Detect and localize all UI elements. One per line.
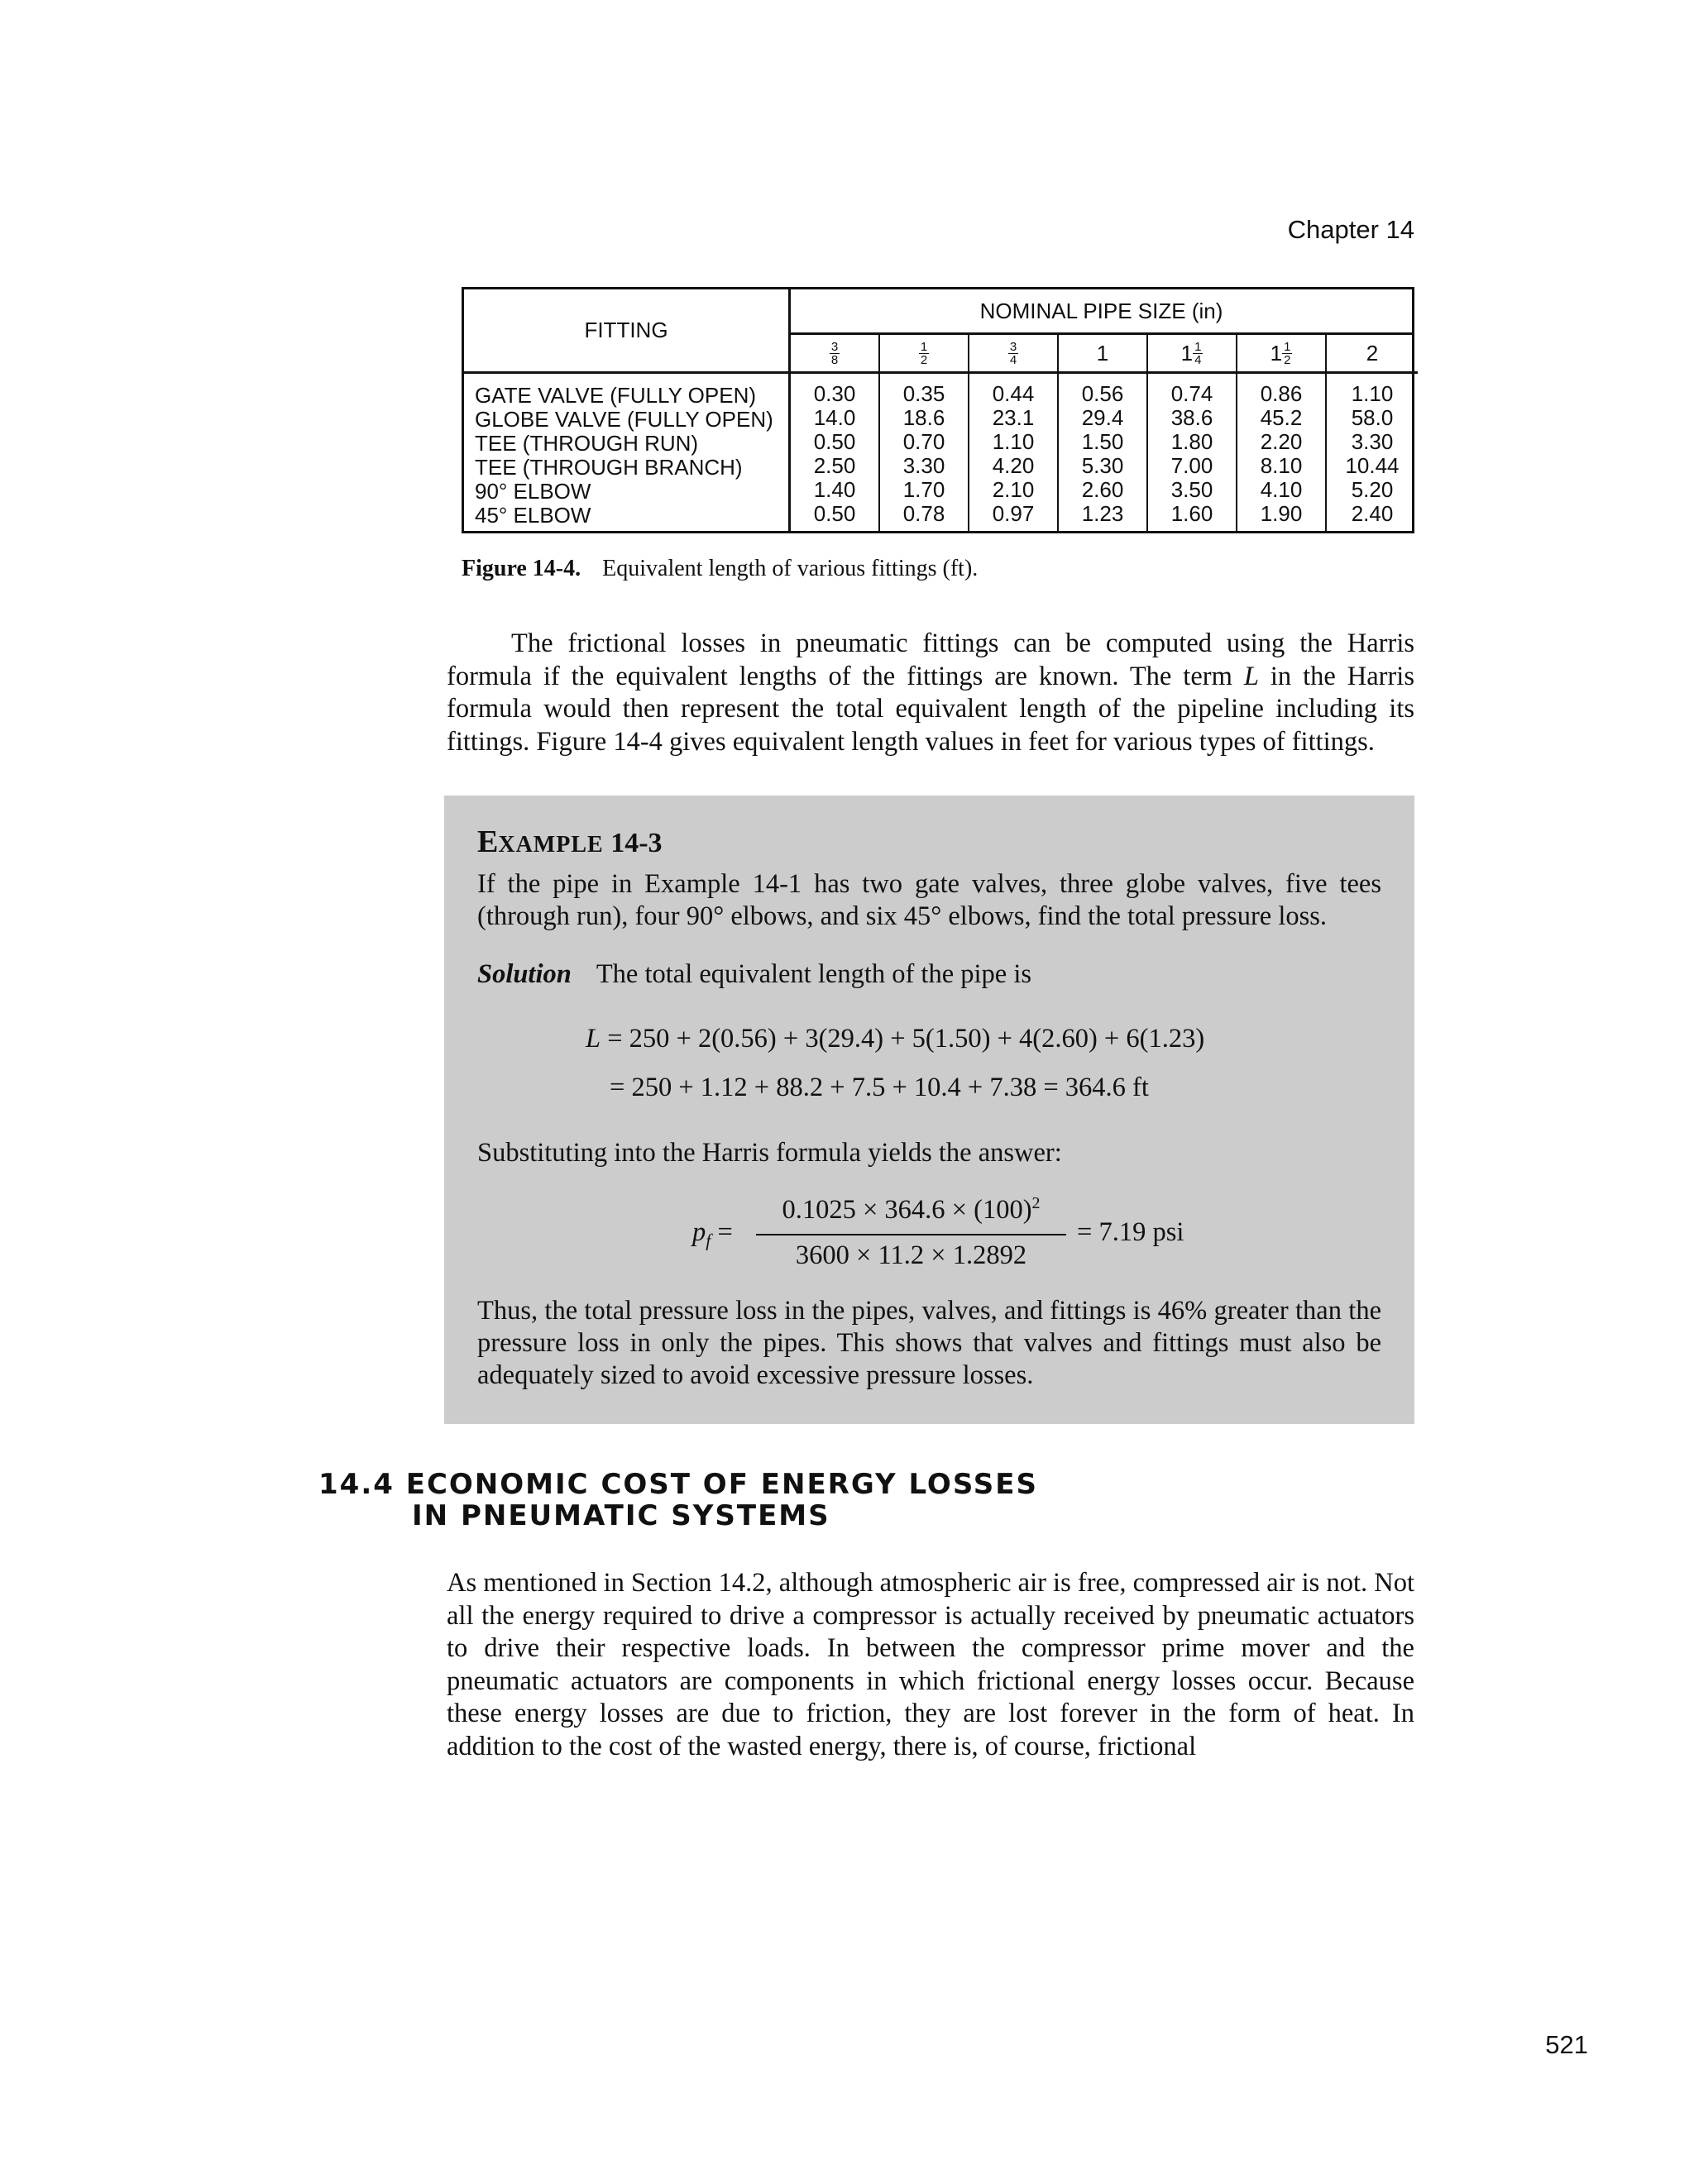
size-whole: 2 [1366,340,1379,366]
table-cell: 14.0 [813,405,856,430]
intro-text-part2: in the Harris formula would then represent the total equivalent length of the pipeline including its fittings. Figure 14-4 gives equivalent length values in feet for various types of fittings. [447,661,1414,757]
table-cell: 1.90 [1260,501,1303,526]
table-cell: 23.1 [992,405,1035,430]
table-cell: 0.44 [992,381,1035,406]
fraction-bar [756,1234,1066,1235]
section-heading [318,1469,1038,1532]
fraction-numerator: 3 [830,339,839,354]
size-column [969,335,1059,531]
figure-caption [462,556,978,582]
equation-2: = 250 + 1.12 + 88.2 + 7.5 + 10.4 + 7.38 = 364.6 ft [610,1073,1149,1102]
figure-caption-text: Equivalent length of various fittings (ft). [602,556,979,581]
table-cell: 1.80 [1170,429,1213,454]
size-whole: 1 [1180,340,1194,366]
table-cell: 45.2 [1260,405,1303,430]
example-conclusion: Thus, the total pressure loss in the pipes, valves, and fittings is 46% greater than the pressure loss in only the pipes. This shows that valves and fittings must also be adequately sized to avoid excessive pressure losses. [477,1296,1381,1390]
table-cell: 1.10 [1351,381,1394,406]
table-cell: 0.30 [813,381,856,406]
table-cell: 0.56 [1081,381,1124,406]
formula-variable-p: p [692,1217,706,1247]
size-fraction [1193,341,1203,366]
size-column [880,335,969,531]
table-cell: 58.0 [1351,405,1394,430]
table-cell: 1.10 [992,429,1035,454]
fitting-name: GLOBE VALVE (FULLY OPEN) [475,407,773,432]
intro-paragraph [447,628,1414,758]
table-cell: 2.40 [1351,501,1394,526]
size-column-header [791,335,878,374]
formula-numerator [756,1194,1066,1226]
solution-line [477,959,1031,990]
table-cell: 8.10 [1260,453,1303,478]
fitting-name: TEE (THROUGH RUN) [475,431,699,456]
equation-1-rhs: = 250 + 2(0.56) + 3(29.4) + 5(1.50) + 4(2.60) + 6(1.23) [607,1024,1205,1054]
size-column-header [880,335,968,374]
fraction-denominator: 2 [1284,352,1291,367]
formula-subscript: f [706,1230,711,1251]
intro-text-part1: The frictional losses in pneumatic fittings can be computed using the Harris formula if the equivalent lengths of the fittings are known. The term [447,628,1414,691]
numerator-exponent: 2 [1031,1194,1041,1212]
body-paragraph: As mentioned in Section 14.2, although atmospheric air is free, compressed air is not. Not all the energy required to drive a compressor is actually received by pneumatic actuators to drive their respective loads. In between the compressor prime mover and the pneumatic actuators are components in which frictional energy losses occur. Because these energy losses are due to friction, they are lost forever in the form of heat. In addition to the cost of the wasted energy, there is, of course, frictional [447,1568,1414,1761]
page-number: 521 [1545,2030,1588,2059]
table-cell: 4.20 [992,453,1035,478]
table-cell: 7.00 [1170,453,1213,478]
fraction-numerator: 1 [920,339,928,354]
fraction-denominator: 2 [920,352,928,367]
fraction-numerator: 3 [1009,339,1017,354]
solution-label: Solution [477,959,572,989]
harris-formula [692,1194,1321,1277]
size-whole: 1 [1096,340,1109,366]
table-cell: 1.23 [1081,501,1124,526]
size-column-header [1148,335,1236,374]
size-column [1148,335,1237,531]
example-number: 14-3 [610,828,663,858]
section-heading-line2: IN PNEUMATIC SYSTEMS [412,1499,830,1532]
solution-text: The total equivalent length of the pipe is [596,959,1032,989]
example-title-initial: E [477,824,499,859]
figure-label: Figure 14-4. [462,556,581,581]
table-cell: 29.4 [1081,405,1124,430]
table-cell: 3.30 [902,453,945,478]
table-cell: 0.74 [1170,381,1213,406]
running-header: Chapter 14 [1287,215,1414,244]
formula-denominator: 3600 × 11.2 × 1.2892 [795,1240,1027,1270]
fitting-name: 45° ELBOW [475,503,591,528]
fraction-denominator: 8 [830,352,839,367]
size-column-header [1059,335,1146,374]
size-whole: 1 [1270,340,1283,366]
table-cell: 3.50 [1170,477,1213,502]
table-cell: 0.50 [813,501,856,526]
fitting-column [464,289,791,531]
table-cell: 0.35 [902,381,945,406]
numerator-text: 0.1025 × 364.6 × (100) [782,1194,1032,1225]
fraction-numerator: 1 [1284,339,1291,354]
table-cell: 0.78 [902,501,945,526]
size-column [791,335,880,531]
fitting-name: TEE (THROUGH BRANCH) [475,455,743,480]
size-fraction [1282,341,1292,366]
nominal-pipe-size-header: NOMINAL PIPE SIZE (in) [791,289,1412,335]
size-column [1059,335,1148,531]
size-fraction [1008,341,1018,366]
section-heading-line1: 14.4 ECONOMIC COST OF ENERGY LOSSES [318,1468,1038,1501]
example-title-word: XAMPLE [498,832,604,858]
fittings-table [462,287,1414,533]
fraction-numerator: 1 [1194,339,1202,354]
table-cell: 10.44 [1345,453,1400,478]
size-fraction [830,341,840,366]
equation-variable-l: L [586,1024,601,1054]
table-cell: 1.70 [902,477,945,502]
size-column-header [969,335,1057,374]
formula-lhs [692,1217,733,1252]
table-cell: 0.97 [992,501,1035,526]
table-cell: 2.10 [992,477,1035,502]
size-column-header [1237,335,1325,374]
table-cell: 2.60 [1081,477,1124,502]
fraction-denominator: 4 [1009,352,1017,367]
table-cell: 1.40 [813,477,856,502]
table-cell: 5.30 [1081,453,1124,478]
table-cell: 0.70 [902,429,945,454]
table-cell: 38.6 [1170,405,1213,430]
table-cell: 1.60 [1170,501,1213,526]
table-cell: 2.50 [813,453,856,478]
table-cell: 0.50 [813,429,856,454]
table-cell: 3.30 [1351,429,1394,454]
table-cell: 0.86 [1260,381,1303,406]
table-cell: 18.6 [902,405,945,430]
size-fraction [919,341,929,366]
example-box [444,796,1414,1424]
equation-1 [586,1024,1204,1054]
size-column [1327,335,1418,531]
intro-variable-l: L [1243,661,1259,691]
fitting-name: GATE VALVE (FULLY OPEN) [475,383,757,408]
example-title [477,824,663,860]
table-cell: 5.20 [1351,477,1394,502]
substituting-text: Substituting into the Harris formula yields the answer: [477,1138,1062,1168]
formula-result: = 7.19 psi [1077,1217,1184,1247]
table-cell: 4.10 [1260,477,1303,502]
table-cell: 1.50 [1081,429,1124,454]
size-column [1237,335,1327,531]
table-cell: 2.20 [1260,429,1303,454]
fitting-name: 90° ELBOW [475,479,591,504]
formula-equals: = [717,1217,733,1247]
size-column-header [1327,335,1418,374]
example-problem: If the pipe in Example 14-1 has two gate valves, three globe valves, five tees (through run), four 90° elbows, and six 45° elbows, find the total pressure loss. [477,869,1381,931]
fitting-column-header: FITTING [464,289,788,374]
pipe-size-columns [791,289,1412,531]
fraction-denominator: 4 [1194,352,1202,367]
